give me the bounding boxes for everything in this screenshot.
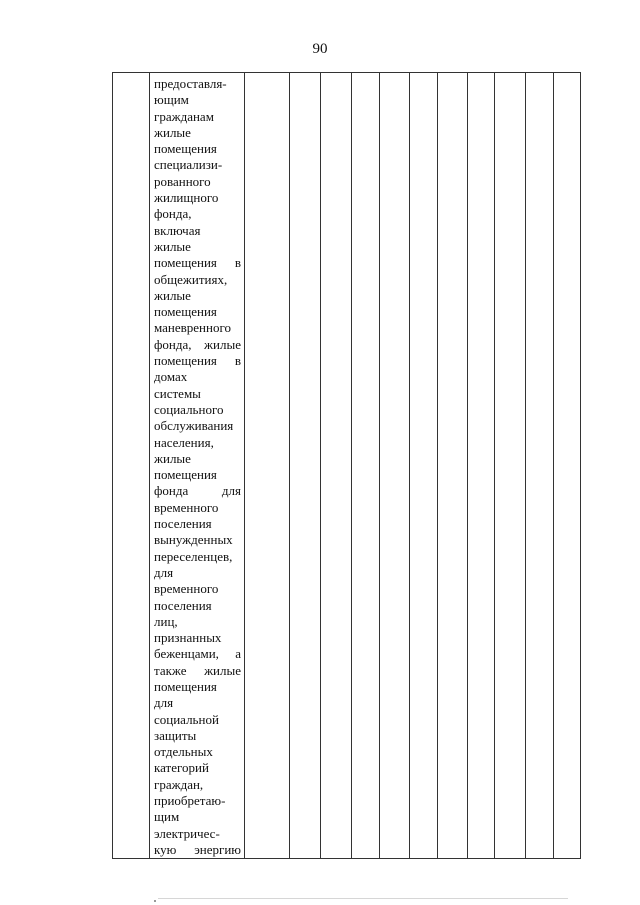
text-line: электричес- <box>154 825 220 841</box>
text-line: жилые <box>154 124 191 140</box>
table-cell <box>352 73 380 859</box>
text-line: кую энергию <box>154 841 241 857</box>
text-line: защиты <box>154 727 197 743</box>
table-cell <box>495 73 526 859</box>
text-line: помещения <box>154 141 217 157</box>
text-line: вынужденных <box>154 532 233 548</box>
text-line: помещения в <box>154 353 241 369</box>
table-cell <box>321 73 352 859</box>
page-number: 90 <box>312 41 328 57</box>
text-line: временного <box>154 581 219 597</box>
table-cell <box>380 73 410 859</box>
table-cell <box>554 73 581 859</box>
text-line: предоставля- <box>154 76 227 91</box>
text-line: категорий <box>154 760 209 776</box>
text-line: гражданам <box>154 108 214 124</box>
scan-artifact-dot <box>154 900 156 902</box>
text-line: помещения <box>154 304 217 320</box>
text-line: отдельных <box>154 744 213 760</box>
text-line: поселения <box>154 516 212 532</box>
text-line: признанных <box>154 630 222 646</box>
text-line: помещения <box>154 467 217 483</box>
table-cell <box>410 73 438 859</box>
text-line: жилые <box>154 238 191 254</box>
description-text <box>150 73 244 858</box>
text-line: населения, <box>154 434 214 450</box>
text-line: жилые <box>154 450 191 466</box>
text-line: рованного <box>154 173 211 189</box>
text-line: щим <box>154 809 180 825</box>
text-line: также жилые <box>154 662 241 678</box>
text-line: помещения <box>154 678 217 694</box>
text-line: общежитиях, <box>154 271 228 287</box>
text-line: временного <box>154 499 219 515</box>
text-line: фонда, <box>154 206 192 222</box>
table-cell <box>526 73 554 859</box>
text-line: социального <box>154 401 224 417</box>
text-line: социальной <box>154 711 219 727</box>
table-cell-number <box>113 73 150 859</box>
text-line: маневренного <box>154 320 231 336</box>
table-cell <box>468 73 495 859</box>
text-line: беженцами, а <box>154 646 241 662</box>
table-cell <box>438 73 468 859</box>
table-row <box>113 73 581 859</box>
data-table <box>112 72 581 859</box>
text-line: фонда, жилые <box>154 336 241 352</box>
text-line: граждан, <box>154 776 204 792</box>
text-line: поселения <box>154 597 212 613</box>
table-cell <box>290 73 321 859</box>
scan-artifact-line <box>158 898 568 899</box>
text-line: включая <box>154 222 201 238</box>
text-line: специализи- <box>154 157 223 173</box>
text-line: системы <box>154 385 201 401</box>
text-line: переселенцев, <box>154 548 233 564</box>
text-line: домах <box>154 369 188 385</box>
table-cell <box>245 73 290 859</box>
text-line: для <box>154 695 174 711</box>
text-line: приобретаю- <box>154 793 226 809</box>
text-line: обслуживания <box>154 418 234 434</box>
text-line: жилые <box>154 287 191 303</box>
table-cell-description <box>150 73 245 859</box>
text-line: фонда для <box>154 483 241 499</box>
text-line: для <box>154 564 174 580</box>
text-line: помещения в <box>154 255 241 271</box>
text-line: жилищного <box>154 190 219 206</box>
text-line: лиц, <box>154 613 178 629</box>
text-line: ющим <box>154 92 189 108</box>
